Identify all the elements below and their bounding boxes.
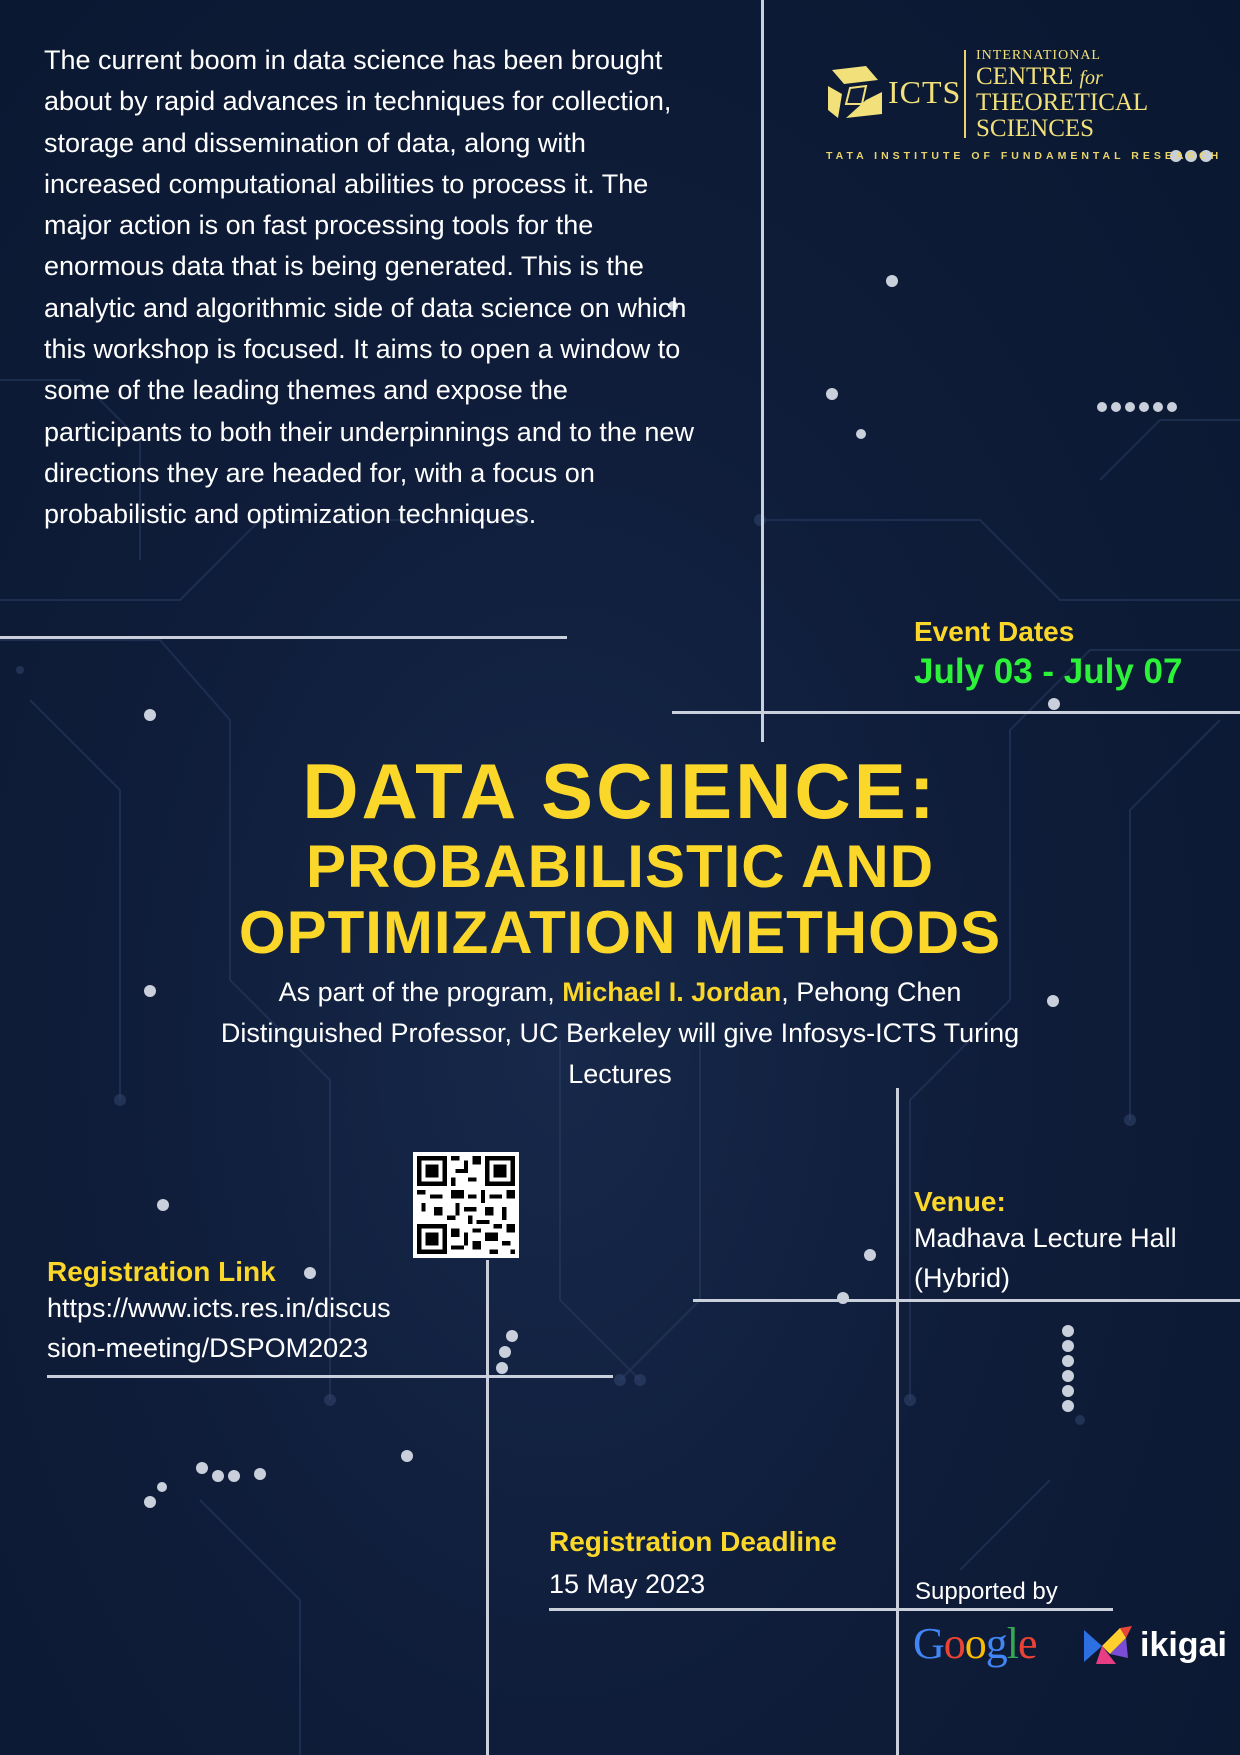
- title-line-3: OPTIMIZATION METHODS: [238, 899, 1002, 966]
- icts-logo-icon: [826, 64, 884, 122]
- rule-vertical-bottom-mid: [486, 1260, 489, 1755]
- rule-horizontal-abstract: [0, 636, 567, 639]
- registration-deadline-date: 15 May 2023: [549, 1569, 706, 1599]
- registration-link-label: Registration Link: [47, 1256, 276, 1287]
- lecture-info: [200, 972, 1040, 1095]
- rule-horizontal-registration: [47, 1375, 613, 1378]
- speaker-name: Michael I. Jordan: [562, 977, 782, 1007]
- ikigai-logo-text: ikigai: [1140, 1626, 1227, 1664]
- registration-url-line-1[interactable]: https://www.icts.res.in/discus: [47, 1293, 391, 1323]
- rule-vertical-top: [761, 0, 764, 742]
- rule-vertical-bottom-right: [896, 1088, 899, 1755]
- abstract-text: The current boom in data science has been brought about by rapid advances in techniques for collection, storage and dissemination of data, along with increased computational abilities to process it. The major action is on fast processing tools for the enormous data that is being generated. This is the analytic and algorithmic side of data science on which this workshop is focused. It aims to open a window to some of the leading themes and expose the participants to both their underpinnings and to the new directions they are headed for, with a focus on probabilistic and optimization techniques.: [44, 45, 694, 530]
- rule-horizontal-venue: [693, 1299, 1240, 1302]
- lecture-prefix: As part of the program,: [278, 977, 563, 1007]
- logo-centre-word: CENTRE: [976, 63, 1074, 90]
- rule-horizontal-dates: [672, 711, 1240, 714]
- page-title: DATA SCIENCE:: [302, 747, 938, 835]
- lecture-suffix: , Pehong Chen Distinguished Professor, UC Berkeley will give Infosys-ICTS Turing Lectures: [220, 977, 1020, 1089]
- logo-divider: [964, 50, 966, 138]
- logo-line-theoretical: THEORETICAL: [976, 89, 1149, 116]
- event-dates-value: July 03 - July 07: [914, 652, 1183, 691]
- event-dates-label: Event Dates: [914, 616, 1075, 647]
- title-line-2: PROBABILISTIC AND: [305, 833, 935, 900]
- icts-logo-short: ICTS: [888, 74, 962, 110]
- registration-qr-code[interactable]: [413, 1152, 519, 1258]
- logo-parent-institute: TATA INSTITUTE OF FUNDAMENTAL RESEARCH: [826, 150, 1223, 162]
- supported-by-label: Supported by: [915, 1578, 1058, 1605]
- ikigai-logo-icon: [1082, 1624, 1134, 1668]
- icts-logo: [826, 44, 1223, 164]
- logo-line-centre: [976, 64, 1103, 91]
- venue-name: Madhava Lecture Hall: [914, 1223, 1177, 1253]
- google-logo: Google: [913, 1619, 1037, 1668]
- venue-label: Venue:: [914, 1186, 1006, 1217]
- registration-url-line-2[interactable]: sion-meeting/DSPOM2023: [47, 1333, 369, 1363]
- registration-deadline-label: Registration Deadline: [549, 1526, 837, 1557]
- venue-mode: (Hybrid): [914, 1263, 1011, 1293]
- logo-line-sciences: SCIENCES: [976, 115, 1095, 142]
- logo-for-word: for: [1079, 67, 1103, 89]
- logo-line-international: INTERNATIONAL: [976, 48, 1101, 63]
